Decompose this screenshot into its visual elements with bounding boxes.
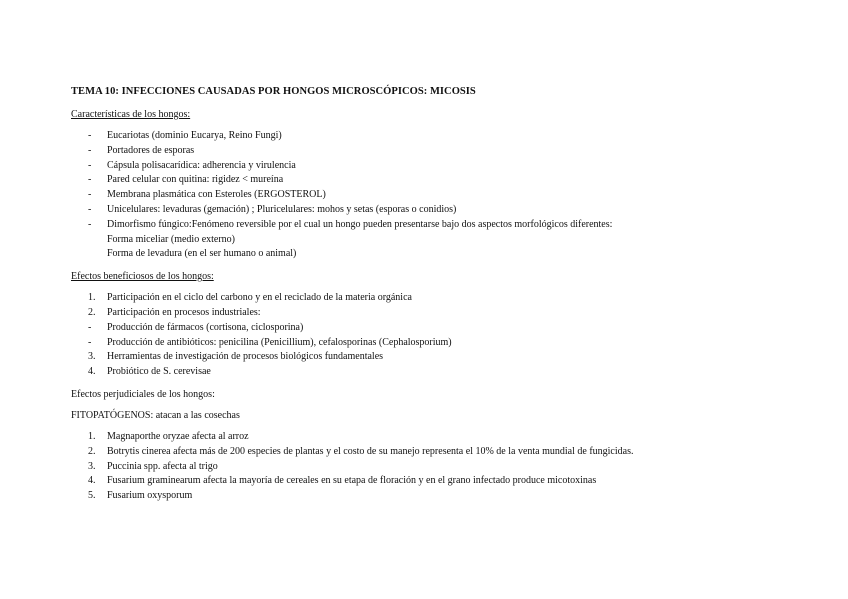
list-item: [71, 321, 811, 336]
document-title: TEMA 10: INFECCIONES CAUSADAS POR HONGOS MICROSCÓPICOS: MICOSIS: [71, 86, 476, 97]
list-marker: 3.: [88, 351, 96, 363]
list-item: [71, 173, 811, 188]
list-continuation: [71, 247, 811, 262]
list-item-text: Producción de fármacos (cortisona, ciclosporina): [107, 321, 304, 333]
caracteristicas-list: [71, 129, 811, 262]
list-item: [71, 460, 811, 475]
list-marker: -: [88, 218, 92, 230]
list-item-text: Herramientas de investigación de procesos biológicos fundamentales: [107, 351, 384, 363]
list-item-text: Portadores de esporas: [107, 144, 195, 156]
list-marker: 4.: [88, 475, 96, 487]
list-item-text: Probiótico de S. cerevisae: [107, 366, 211, 378]
list-marker: 2.: [88, 445, 96, 457]
list-marker: -: [88, 321, 92, 333]
list-item-text: Eucariotas (dominio Eucarya, Reino Fungi): [107, 130, 282, 141]
list-item-text: Producción de antibióticos: penicilina (Penicillium), cefalosporinas (Cephalosporium): [107, 336, 452, 348]
list-item: [71, 129, 811, 144]
list-item: [71, 203, 811, 218]
list-item-text: Fusarium graminearum afecta la mayoría de cereales en su etapa de floración y en el grano infectado produce micotoxinas: [107, 475, 597, 487]
list-item: [71, 291, 811, 306]
list-item: [71, 144, 811, 159]
list-marker: -: [88, 189, 92, 201]
document-page: [71, 85, 811, 512]
list-item-text: Dimorfismo fúngico:Fenómeno reversible por el cual un hongo pueden presentarse bajo dos aspectos morfológicos diferentes:: [107, 218, 613, 230]
list-item: [71, 336, 811, 351]
beneficiosos-list: [71, 291, 811, 380]
list-item-text: Magnaporthe oryzae afecta al arroz: [107, 430, 249, 442]
list-marker: -: [88, 203, 92, 215]
list-item: [71, 445, 811, 460]
list-marker: -: [88, 144, 92, 156]
list-marker: -: [88, 174, 92, 186]
fitopatogenos-subheading: FITOPATÓGENOS: atacan a las cosechas: [71, 409, 240, 421]
list-marker: 3.: [88, 460, 96, 472]
list-item-text: Unicelulares: levaduras (gemación) ; Pluricelulares: mohos y setas (esporas o conidios): [107, 203, 457, 215]
list-item: [71, 218, 811, 233]
list-item: [71, 350, 811, 365]
list-item-text: Cápsula polisacarídica: adherencia y virulencia: [107, 159, 296, 171]
list-item: [71, 306, 811, 321]
list-marker: 5.: [88, 490, 96, 502]
list-item: [71, 188, 811, 203]
list-item-text: Forma miceliar (medio externo): [107, 233, 236, 245]
list-item-text: Membrana plasmática con Esteroles (ERGOSTEROL): [107, 189, 326, 201]
perjudiciales-list: [71, 430, 811, 504]
list-item-text: Botrytis cinerea afecta más de 200 especies de plantas y el costo de su manejo representa el 10% de la venta mundial de fungicidas.: [107, 445, 634, 457]
list-item-text: Participación en procesos industriales:: [107, 306, 261, 318]
list-item-text: Participación en el ciclo del carbono y en el reciclado de la materia orgánica: [107, 292, 412, 304]
list-marker: 2.: [88, 306, 96, 318]
list-marker: -: [88, 336, 92, 348]
list-item-text: Fusarium oxysporum: [107, 490, 193, 502]
list-marker: -: [88, 159, 92, 171]
perjudiciales-heading: Efectos perjudiciales de los hongos:: [71, 388, 215, 400]
list-marker: 4.: [88, 366, 96, 378]
list-item-text: Forma de levadura (en el ser humano o animal): [107, 248, 297, 260]
beneficiosos-heading: Efectos beneficiosos de los hongos:: [71, 271, 214, 283]
list-marker: 1.: [88, 292, 96, 304]
list-item: [71, 159, 811, 174]
list-marker: -: [88, 130, 92, 141]
list-marker: 1.: [88, 430, 96, 442]
caracteristicas-heading: Características de los hongos:: [71, 109, 191, 120]
list-item: [71, 489, 811, 504]
list-item: [71, 430, 811, 445]
list-item: [71, 474, 811, 489]
list-item-text: Puccinia spp. afecta al trigo: [107, 460, 218, 472]
list-continuation: [71, 233, 811, 248]
list-item-text: Pared celular con quitina: rigidez < mureína: [107, 174, 284, 186]
list-item: [71, 365, 811, 380]
